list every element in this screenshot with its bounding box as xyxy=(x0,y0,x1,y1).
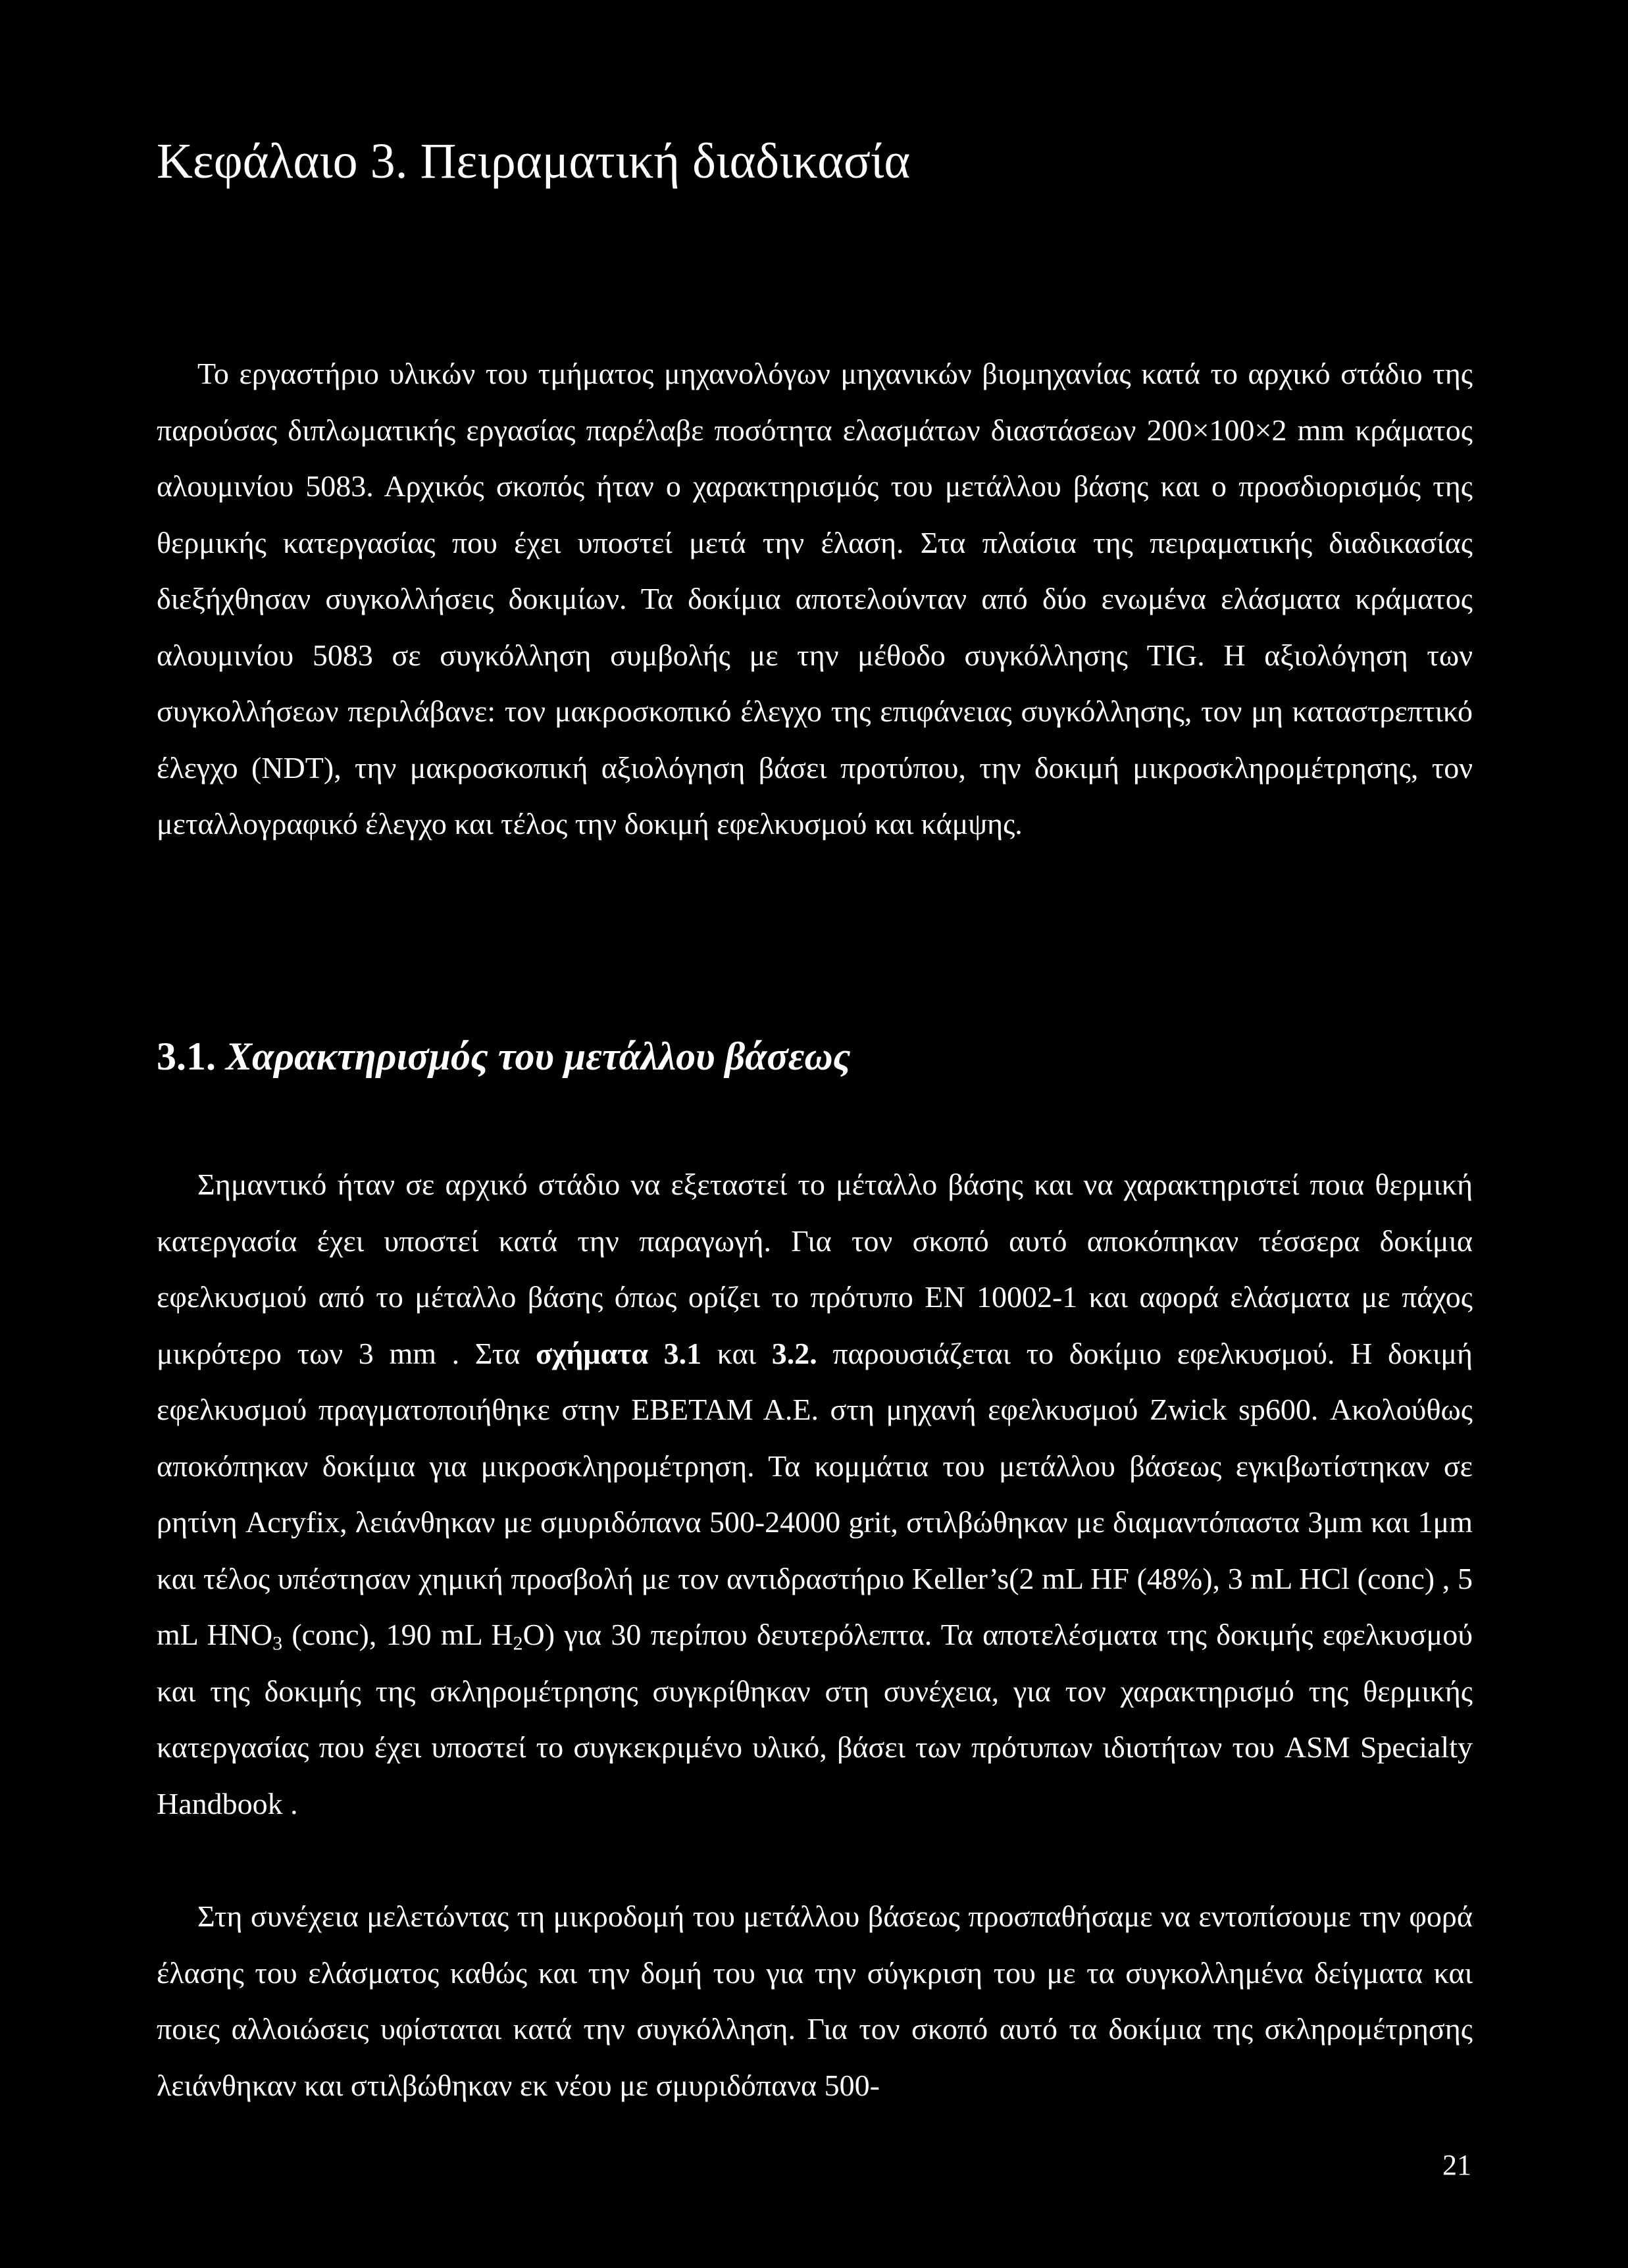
section-heading xyxy=(157,1030,850,1083)
paragraph-text: και xyxy=(701,1336,772,1370)
figure-reference: σχήματα 3.1 xyxy=(535,1336,702,1370)
microstructure-paragraph: Στη συνέχεια μελετώντας τη μικροδομή του μετάλλου βάσεως προσπαθήσαμε να εντοπίσουμε την φορά έλασης του ελάσματος καθώς και την δομή του για την σύγκριση του με τα συγκολλημένα δείγματα και ποιες αλλοιώσεις υφίσταται κατά την συγκόλληση. Για τον σκοπό αυτό τα δοκίμια της σκληρομέτρησης λειάνθηκαν και στιλβώθηκαν εκ νέου με σμυριδόπανα 500- xyxy=(157,1899,1473,2102)
base-metal-paragraph xyxy=(157,1156,1473,1832)
figure-reference: 3.2. xyxy=(771,1336,817,1370)
paragraph-text: Σημαντικό ήταν σε αρχικό στάδιο να εξεταστεί το μέταλλο βάσης και να χαρακτηριστεί ποια θερμική κατεργασία έχει υποστεί κατά την παραγωγή. Για τον σκοπό αυτό αποκόπηκαν τέσσερα δοκίμια εφελκυσμού από το μέταλλο βάσης όπως ορίζει το πρότυπο EN 10002-1 και αφορά ελάσματα με πάχος μικρότερο των 3 mm . Στα xyxy=(157,1168,1473,1370)
intro-paragraph: Το εργαστήριο υλικών του τμήματος μηχανολόγων μηχανικών βιομηχανίας κατά το αρχικό στάδιο της παρούσας διπλωματικής εργασίας παρέλαβε ποσότητα ελασμάτων διαστάσεων 200×100×2 mm κράματος αλουμινίου 5083. Αρχικός σκοπός ήταν ο χαρακτηρισμός του μετάλλου βάσης και ο προσδιορισμός της θερμικής κατεργασίας που έχει υποστεί μετά την έλαση. Στα πλαίσια της πειραματικής διαδικασίας διεξήχθησαν συγκολλήσεις δοκιμίων. Τα δοκίμια αποτελούνταν από δύο ενωμένα ελάσματα κράματος αλουμινίου 5083 σε συγκόλληση συμβολής με την μέθοδο συγκόλλησης TIG. Η αξιολόγηση των συγκολλήσεων περιλάβανε: τον μακροσκοπικό έλεγχο της επιφάνειας συγκόλλησης, τον μη καταστρεπτικό έλεγχο (NDT), την μακροσκοπική αξιολόγηση βάσει προτύπου, την δοκιμή μικροσκληρομέτρησης, τον μεταλλογραφικό έλεγχο και τέλος την δοκιμή εφελκυσμού και κάμψης. xyxy=(157,357,1473,840)
paragraph-text: παρουσιάζεται το δοκίμιο εφελκυσμού. Η δοκιμή εφελκυσμού πραγματοποιήθηκε στην ΕΒΕΤΑΜ Α.Ε. στη μηχανή εφελκυσμού Zwick sp600. Ακολούθως αποκόπηκαν δοκίμια για μικροσκληρομέτρηση. Τα κομμάτια του μετάλλου βάσεως εγκιβωτίστηκαν σε ρητίνη Acryfix, λειάνθηκαν με σμυριδόπανα 500-24000 grit, στιλβώθηκαν με διαμαντόπαστα 3μm και 1μm και τέλος υπέστησαν χημική προσβολή με τον αντιδραστήριο Keller’s(2 mL HF (48%), 3 mL HCl (conc) , 5 mL HNO xyxy=(157,1336,1473,1651)
subscript: 2 xyxy=(513,1632,523,1655)
page-number: 21 xyxy=(1442,2149,1471,2181)
section-number: 3.1. xyxy=(157,1035,216,1078)
paragraph-text: O) για 30 περίπου δευτερόλεπτα. Τα αποτελέσματα της δοκιμής εφελκυσμού και της δοκιμής της σκληρομέτρησης συγκρίθηκαν στη συνέχεια, για τον χαρακτηρισμό της θερμικής κατεργασίας που έχει υποστεί το συγκεκριμένο υλικό, βάσει των πρότυπων ιδιοτήτων του ASM Specialty Handbook . xyxy=(157,1618,1473,1820)
paragraph-text: (conc), 190 mL H xyxy=(282,1618,513,1651)
section-title: Χαρακτηρισμός του μετάλλου βάσεως xyxy=(226,1035,851,1078)
subscript: 3 xyxy=(272,1632,283,1655)
chapter-title: Κεφάλαιο 3. Πειραματική διαδικασία xyxy=(157,134,911,189)
